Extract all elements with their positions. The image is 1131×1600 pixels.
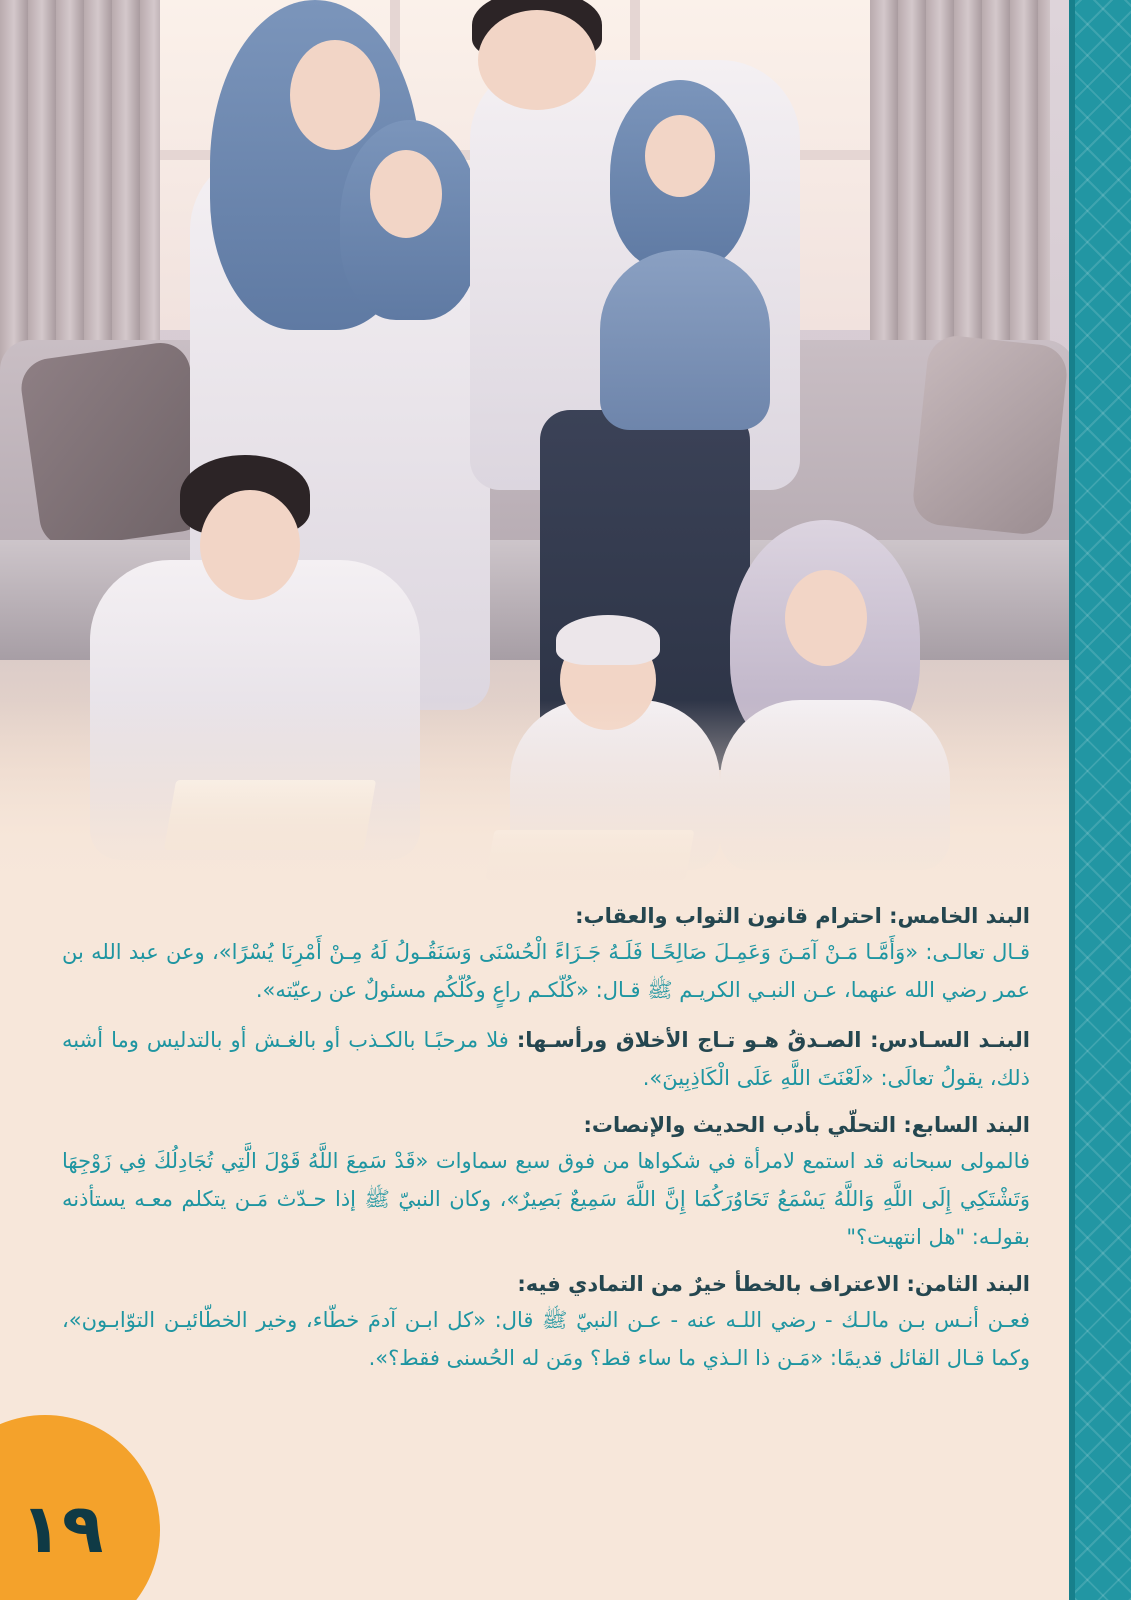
cap: [556, 615, 660, 665]
page-number: ١٩: [20, 1490, 104, 1569]
section-body-with-inline-heading: [62, 1021, 1030, 1097]
illustration-fade: [0, 700, 1075, 900]
section-eighth: [62, 1268, 1030, 1377]
face: [290, 40, 380, 150]
face: [200, 490, 300, 600]
face: [370, 150, 442, 238]
section-body: قـال تعالـى: «وَأَمَّـا مَـنْ آمَـنَ وَعَمِـلَ صَالِحًـا فَلَـهُ جَـزَاءً الْحُسْنَى وَسَنَقُـولُ لَهُ مِـنْ أَمْرِنَا يُسْرًا»، وعن عبد الله بن عمر رضي الله عنهما، عـن النبـي الكريـم ﷺ قـال: «كُلّكـم راعٍ وكُلّكُم مسئولٌ عن رعيّته».: [62, 940, 1030, 1002]
section-heading: البند الخامس: احترام قانون الثواب والعقاب:: [575, 904, 1030, 928]
section-body: فلا مرحبًـا بالكـذب أو بالغـش أو بالتدليس وما أشبه ذلك، يقولُ تعالَى: «لَعْنَتَ اللَّهِ عَلَى الْكَاذِبِينَ».: [62, 1028, 1030, 1090]
section-fifth: [62, 900, 1030, 1009]
section-heading: البند السابع: التحلّي بأدب الحديث والإنصات:: [583, 1113, 1030, 1137]
face: [478, 10, 596, 110]
face: [785, 570, 867, 666]
cushion: [910, 333, 1069, 537]
section-body: فعـن أنـس بـن مالـك - رضي اللـه عنه - عـن النبيّ ﷺ قال: «كل ابـن آدمَ خطّاء، وخير الخطّائيـن التوّابـون»، وكما قـال القائل قديمًا: «مَـن ذا الـذي ما ساء قط؟ ومَن له الحُسنى فقط؟».: [62, 1308, 1030, 1370]
section-body: فالمولى سبحانه قد استمع لامرأة في شكواها من فوق سبع سماوات «قَدْ سَمِعَ اللَّهُ قَوْلَ الَّتِي تُجَادِلُكَ فِي زَوْجِهَا وَتَشْتَكِي إِلَى اللَّهِ وَاللَّهُ يَسْمَعُ تَحَاوُرَكُمَا إِنَّ اللَّهَ سَمِيعٌ بَصِيرٌ»، وكان النبيّ ﷺ إذا حـدّث مَـن يتكلم معـه يستأذنه بقولـه: "هل انتهيت؟": [62, 1149, 1030, 1249]
section-heading: البند الثامن: الاعتراف بالخطأ خيرٌ من التمادي فيه:: [517, 1272, 1030, 1296]
dress: [600, 250, 770, 430]
section-seventh: [62, 1109, 1030, 1256]
decorative-side-band: [1075, 0, 1131, 1600]
section-sixth: [62, 1021, 1030, 1097]
face: [645, 115, 715, 197]
text-column: [62, 900, 1030, 1389]
section-heading: البنـد السـادس: الصـدقُ هـو تـاج الأخلاق ورأسـها:: [516, 1028, 1030, 1052]
